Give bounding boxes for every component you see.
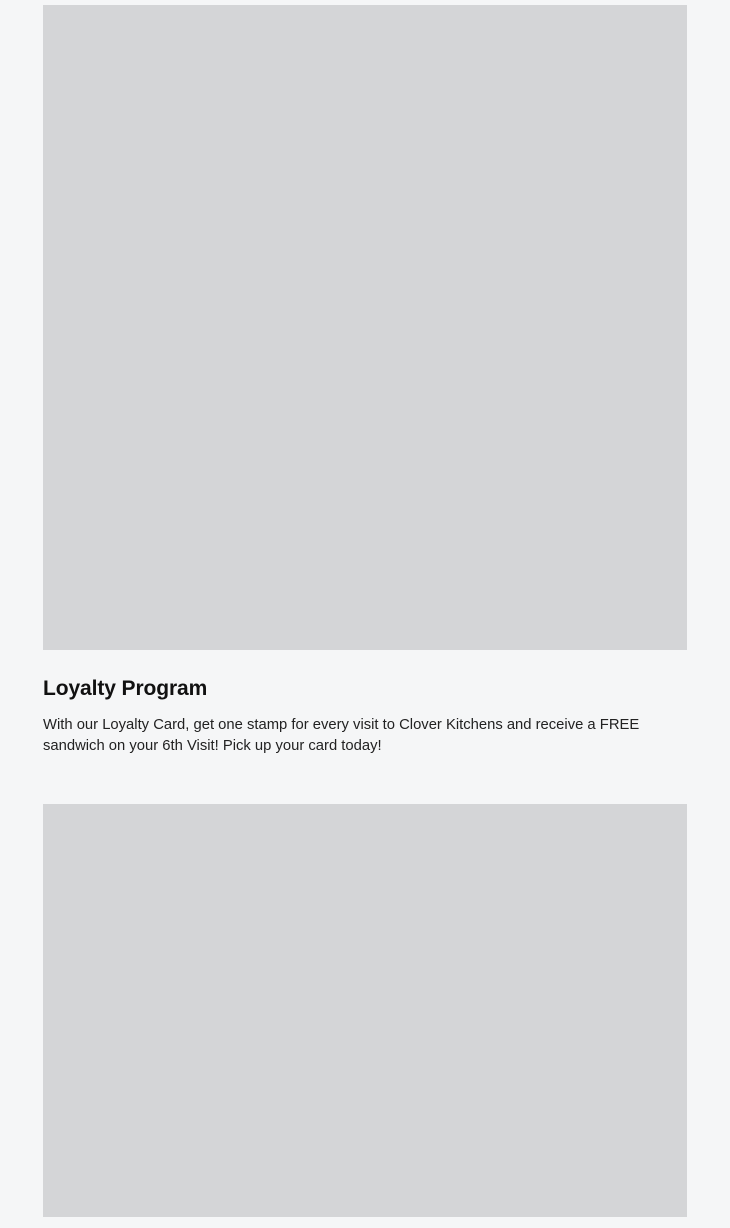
page-container <box>0 5 730 1228</box>
page-title: Loyalty Program <box>43 677 208 700</box>
second-section-card <box>0 804 730 1217</box>
section-divider-space <box>0 757 730 804</box>
loyalty-program-card <box>0 5 730 757</box>
loyalty-program-image <box>43 5 687 650</box>
loyalty-program-card-body <box>43 650 687 757</box>
loyalty-program-description: With our Loyalty Card, get one stamp for every visit to Clover Kitchens and receive a FREE sandwich on your 6th Visit! Pick up your card today! <box>43 717 640 755</box>
second-section-image <box>43 804 687 1217</box>
